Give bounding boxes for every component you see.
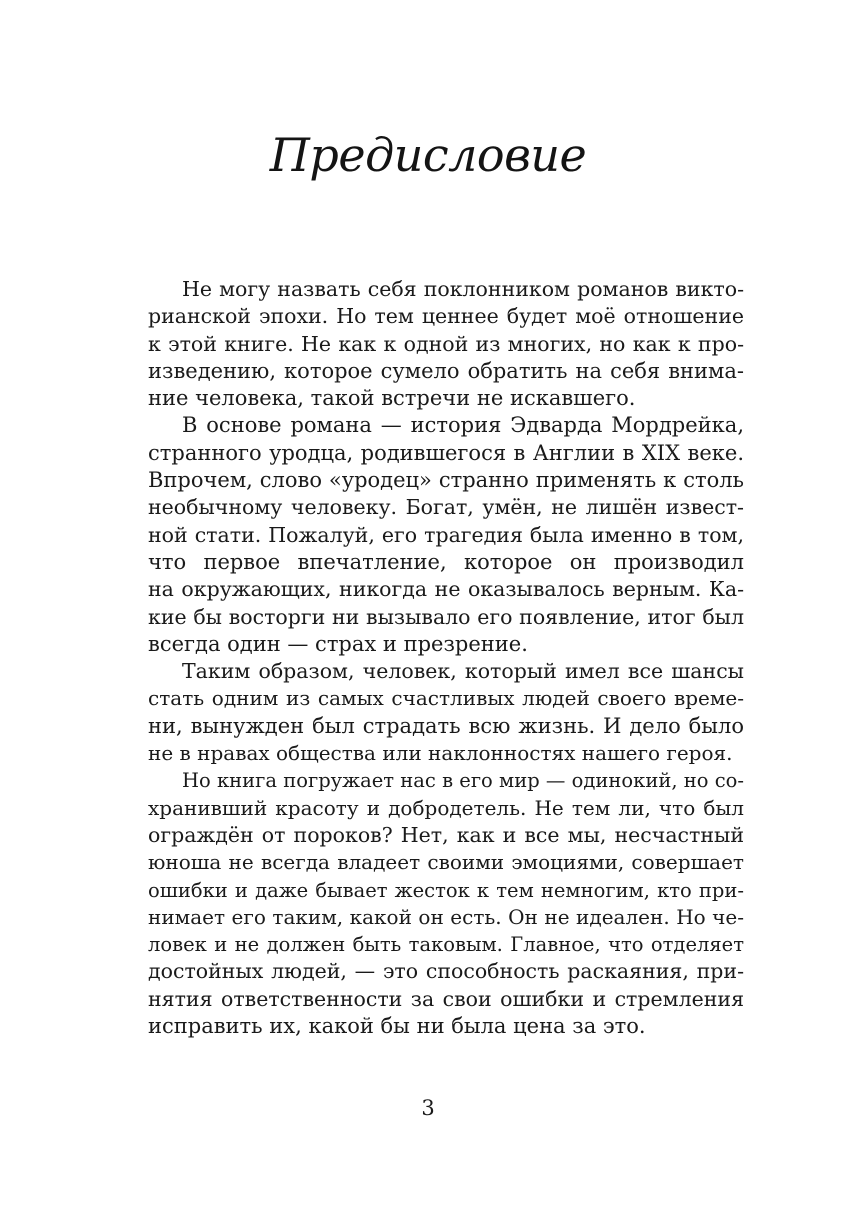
page-number: 3 (421, 1096, 435, 1120)
text-line: Не могу назвать себя поклонником романов викто- (182, 277, 744, 301)
text-line: изведению, которое сумело обратить на себя внима- (148, 358, 744, 383)
preface-body (148, 276, 744, 1040)
text-line: кие бы восторги ни вызывало его появление, итог был (148, 604, 744, 629)
text-line: ной стати. Пожалуй, его трагедия была именно в том, (148, 522, 744, 547)
text-line: ошибки и даже бывает жесток к тем немногим, кто при- (148, 878, 744, 902)
text-line: Таким образом, человек, который имел все шансы (182, 659, 744, 684)
text-line: стать одним из самых счастливых людей своего време- (148, 686, 744, 711)
text-line: что первое впечатление, которое он производил (148, 549, 744, 574)
text-line: Но книга погружает нас в его мир — одинокий, но со- (182, 769, 744, 793)
text-line: странного уродца, родившегося в Англии в XIX веке. (148, 440, 744, 465)
text-line: ние человека, такой встречи не искавшего. (148, 386, 636, 411)
text-line: ни, вынужден был страдать всю жизнь. И дело было (148, 713, 744, 738)
text-line: не в нравах общества или наклонностях нашего героя. (148, 741, 733, 766)
text-line: нимает его таким, какой он есть. Он не идеален. Но че- (148, 904, 744, 929)
text-line: на окружающих, никогда не оказывалось верным. Ка- (148, 577, 744, 602)
text-line: необычному человеку. Богат, умён, не лишён извест- (148, 495, 744, 520)
text-line: Впрочем, слово «уродец» странно применять к столь (148, 468, 744, 493)
text-line: ограждён от пороков? Нет, как и все мы, несчастный (148, 822, 744, 847)
text-line: В основе романа — история Эдварда Мордрейка, (182, 413, 744, 438)
text-line: к этой книге. Не как к одной из многих, но как к про- (148, 331, 744, 356)
text-line: хранивший красоту и добродетель. Не тем ли, что был (148, 795, 744, 820)
chapter-title: Предисловие (269, 128, 587, 182)
text-line: нятия ответственности за свои ошибки и стремления (148, 986, 744, 1011)
text-line: ловек и не должен быть таковым. Главное, что отделяет (148, 933, 744, 957)
text-line: рианской эпохи. Но тем ценнее будет моё отношение (148, 304, 744, 329)
text-line: достойных людей, — это способность раскаяния, при- (148, 959, 744, 984)
text-line: всегда один — страх и презрение. (148, 631, 528, 656)
text-line: исправить их, какой бы ни была цена за это. (148, 1014, 646, 1039)
text-line: юноша не всегда владеет своими эмоциями, совершает (148, 850, 744, 875)
